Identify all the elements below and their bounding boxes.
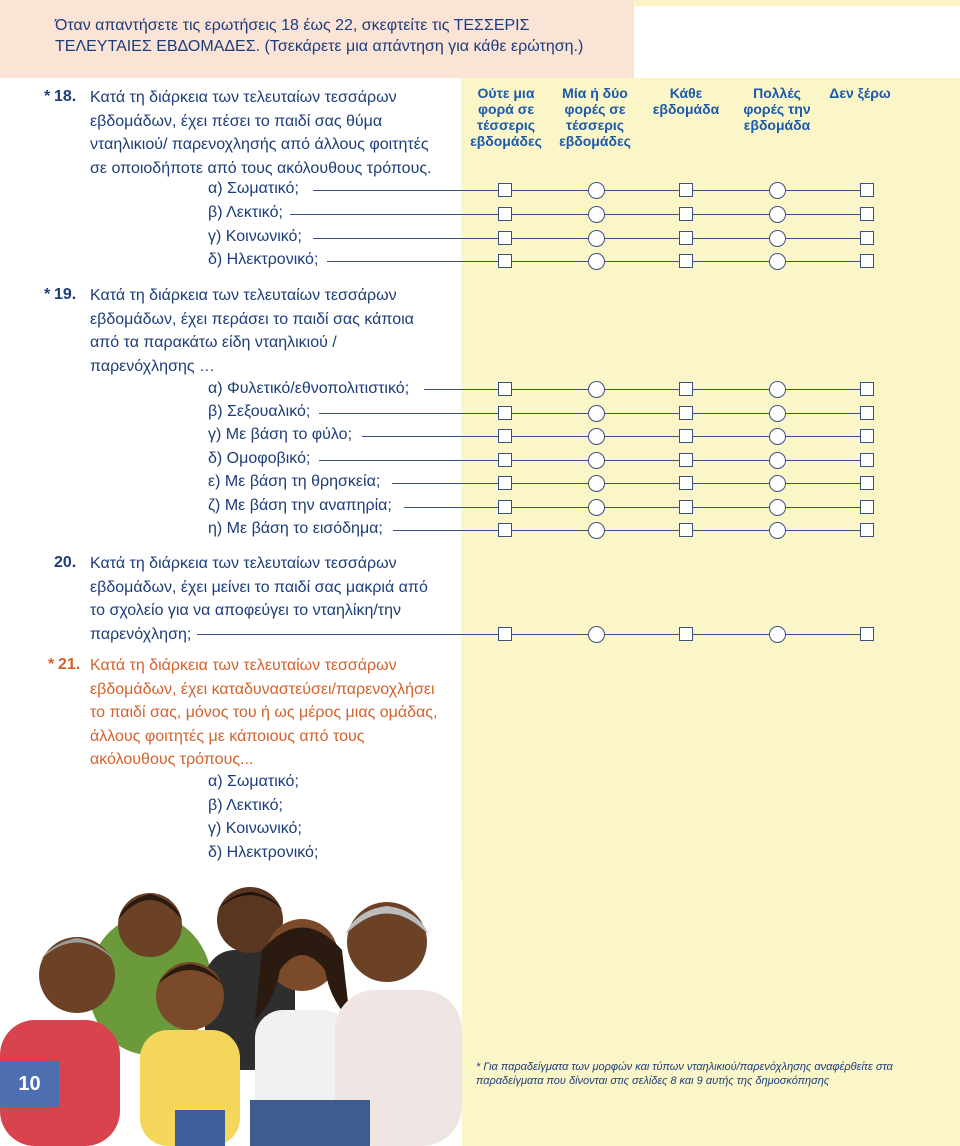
answer-checkbox-q18d-col1[interactable] (498, 254, 512, 268)
question-18-number: 18. (54, 88, 77, 105)
question-19-number: 19. (54, 286, 77, 303)
answer-checkbox-q19c-col5[interactable] (860, 429, 874, 443)
answer-radio-q19a-col2[interactable] (588, 381, 605, 398)
answer-radio-q18c-col4[interactable] (769, 230, 786, 247)
answer-checkbox-q19b-col1[interactable] (498, 406, 512, 420)
q18-item-label: δ) Ηλεκτρονικό; (208, 251, 319, 268)
column-header-several-times: Πολλές φορές την εβδομάδα (743, 85, 811, 133)
column-header-never: Ούτε μια φορά σε τέσσερις εβδομάδες (470, 85, 542, 149)
instructions (55, 15, 615, 57)
q18-item-label: α) Σωματικό; (208, 180, 299, 197)
question-18-line: νταηλικιού/ παρενοχλησής από άλλους φοιτητές (90, 136, 429, 154)
question-20-line: εβδομάδων, έχει μείνει το παιδί σας μακριά από (90, 578, 428, 596)
question-19-line: εβδομάδων, έχει περάσει το παιδί σας κάποια (90, 310, 414, 328)
answer-checkbox-q20-col5[interactable] (860, 627, 874, 641)
q21-item-label: δ) Ηλεκτρονικό; (208, 844, 319, 861)
answer-checkbox-q19b-col5[interactable] (860, 406, 874, 420)
footnote (476, 1060, 916, 1088)
question-18-line: εβδομάδων, έχει πέσει το παιδί σας θύμα (90, 112, 383, 130)
q21-item-label: β) Λεκτικό; (208, 797, 283, 814)
answer-checkbox-q19g-col5[interactable] (860, 523, 874, 537)
question-20-line: Κατά τη διάρκεια των τελευταίων τεσσάρων (90, 555, 397, 572)
answer-leader-line (197, 634, 867, 635)
answer-checkbox-q18d-col5[interactable] (860, 254, 874, 268)
answer-leader-line (424, 389, 867, 390)
answer-checkbox-q19d-col3[interactable] (679, 453, 693, 467)
answer-radio-q19b-col4[interactable] (769, 405, 786, 422)
answer-leader-line (362, 436, 867, 437)
answer-checkbox-q19b-col3[interactable] (679, 406, 693, 420)
family-photo (0, 880, 462, 1146)
answer-radio-q20-col4[interactable] (769, 626, 786, 643)
answer-radio-q18b-col2[interactable] (588, 206, 605, 223)
answer-checkbox-q18c-col5[interactable] (860, 231, 874, 245)
answer-checkbox-q19c-col3[interactable] (679, 429, 693, 443)
answer-checkbox-q18a-col1[interactable] (498, 183, 512, 197)
answer-checkbox-q18c-col1[interactable] (498, 231, 512, 245)
question-21-line: Κατά τη διάρκεια των τελευταίων τεσσάρων (90, 657, 397, 674)
q19-item-label: ε) Με βάση τη θρησκεία; (208, 473, 381, 490)
answer-checkbox-q19e-col3[interactable] (679, 476, 693, 490)
question-18-text (90, 86, 460, 180)
answer-leader-line (392, 483, 867, 484)
answer-leader-line (393, 530, 867, 531)
answer-checkbox-q18c-col3[interactable] (679, 231, 693, 245)
answer-radio-q18c-col2[interactable] (588, 230, 605, 247)
answer-checkbox-q19f-col5[interactable] (860, 500, 874, 514)
column-header-every-week: Κάθε εβδομάδα (652, 85, 720, 117)
question-19-line: από τα παρακάτω είδη νταηλικιού / (90, 334, 337, 352)
question-21-number: 21. (58, 656, 81, 673)
question-21-line: εβδομάδων, έχει καταδυναστεύσει/παρενοχλήσει (90, 680, 435, 698)
question-19-line: παρενόχλησης … (90, 357, 215, 375)
answer-checkbox-q20-col3[interactable] (679, 627, 693, 641)
answer-checkbox-q19e-col1[interactable] (498, 476, 512, 490)
q19-item-label: β) Σεξουαλικό; (208, 403, 311, 420)
answer-checkbox-q19f-col3[interactable] (679, 500, 693, 514)
question-20-line: παρενόχληση; (90, 625, 192, 643)
answer-radio-q19f-col2[interactable] (588, 499, 605, 516)
column-header-once-or-twice: Μία ή δύο φορές σε τέσσερις εβδομάδες (559, 85, 631, 149)
header-strip (634, 0, 960, 6)
answer-checkbox-q19d-col1[interactable] (498, 453, 512, 467)
answer-radio-q18a-col2[interactable] (588, 182, 605, 199)
answer-checkbox-q19c-col1[interactable] (498, 429, 512, 443)
q19-item-label: η) Με βάση το εισόδημα; (208, 520, 383, 537)
answer-radio-q19f-col4[interactable] (769, 499, 786, 516)
footnote-line-2: παραδείγματα που δίνονται στις σελίδες 8 και 9 αυτής της δημοσκόπησης (476, 1075, 830, 1087)
question-18-star: * (44, 88, 51, 105)
answer-checkbox-q19d-col5[interactable] (860, 453, 874, 467)
answer-radio-q19d-col2[interactable] (588, 452, 605, 469)
question-20-text (90, 552, 460, 646)
answer-radio-q18d-col4[interactable] (769, 253, 786, 270)
question-18-line: σε οποιοδήποτε από τους ακόλουθους τρόπους. (90, 159, 432, 177)
question-18-line: Κατά τη διάρκεια των τελευταίων τεσσάρων (90, 89, 397, 106)
question-21-line: ακόλουθους τρόπους... (90, 751, 254, 769)
answer-radio-q19d-col4[interactable] (769, 452, 786, 469)
answer-radio-q19e-col4[interactable] (769, 475, 786, 492)
q18-item-label: β) Λεκτικό; (208, 204, 283, 221)
answer-radio-q20-col2[interactable] (588, 626, 605, 643)
answer-leader-line (404, 507, 867, 508)
answer-checkbox-q19g-col3[interactable] (679, 523, 693, 537)
q19-item-label: γ) Με βάση το φύλο; (208, 426, 353, 443)
footnote-line-1: * Για παραδείγματα των μορφών και τύπων νταηλικιού/παρενόχλησης αναφέρθείτε στα (476, 1061, 893, 1073)
question-20-line: το σχολείο για να αποφεύγει το νταηλίκη/την (90, 602, 401, 620)
answer-checkbox-q19f-col1[interactable] (498, 500, 512, 514)
q18-item-label: γ) Κοινωνικό; (208, 228, 302, 245)
answer-checkbox-q19e-col5[interactable] (860, 476, 874, 490)
question-19-text (90, 284, 460, 378)
instructions-line-1: Όταν απαντήσετε τις ερωτήσεις 18 έως 22, σκεφτείτε τις ΤΕΣΣΕΡΙΣ (55, 17, 530, 34)
answer-radio-q19c-col4[interactable] (769, 428, 786, 445)
answer-radio-q19a-col4[interactable] (769, 381, 786, 398)
answer-checkbox-q18d-col3[interactable] (679, 254, 693, 268)
question-21-text (90, 654, 462, 772)
q21-item-label: γ) Κοινωνικό; (208, 820, 302, 837)
q19-item-label: α) Φυλετικό/εθνοπολιτιστικό; (208, 380, 410, 397)
answer-radio-q18d-col2[interactable] (588, 253, 605, 270)
instructions-line-2: ΤΕΛΕΥΤΑΙΕΣ ΕΒΔΟΜΑΔΕΣ. (Τσεκάρετε μια απάντηση για κάθε ερώτηση.) (55, 38, 584, 55)
answer-radio-q18b-col4[interactable] (769, 206, 786, 223)
answer-checkbox-q19a-col5[interactable] (860, 382, 874, 396)
q21-item-label: α) Σωματικό; (208, 773, 299, 790)
question-21-star: * (48, 656, 55, 673)
answer-checkbox-q19a-col3[interactable] (679, 382, 693, 396)
answer-checkbox-q18a-col5[interactable] (860, 183, 874, 197)
answer-radio-q18a-col4[interactable] (769, 182, 786, 199)
answer-checkbox-q18b-col1[interactable] (498, 207, 512, 221)
answer-checkbox-q19a-col1[interactable] (498, 382, 512, 396)
answer-checkbox-q18a-col3[interactable] (679, 183, 693, 197)
q19-item-label: δ) Ομοφοβικό; (208, 450, 311, 467)
page-number: 10 (0, 1061, 59, 1107)
answer-radio-q19g-col2[interactable] (588, 522, 605, 539)
q19-item-label: ζ) Με βάση την αναπηρία; (208, 497, 392, 514)
answer-radio-q19b-col2[interactable] (588, 405, 605, 422)
column-header-dont-know: Δεν ξέρω (829, 85, 891, 101)
question-20-number: 20. (54, 554, 77, 571)
question-19-line: Κατά τη διάρκεια των τελευταίων τεσσάρων (90, 287, 397, 304)
answer-radio-q19c-col2[interactable] (588, 428, 605, 445)
answer-checkbox-q18b-col5[interactable] (860, 207, 874, 221)
question-21-line: το παιδί σας, μόνος του ή ως μέρος μιας ομάδας, (90, 704, 438, 722)
answer-radio-q19g-col4[interactable] (769, 522, 786, 539)
question-21-line: άλλους φοιτητές με κάποιους από τους (90, 727, 365, 745)
answer-checkbox-q20-col1[interactable] (498, 627, 512, 641)
answer-checkbox-q18b-col3[interactable] (679, 207, 693, 221)
answer-radio-q19e-col2[interactable] (588, 475, 605, 492)
question-19-star: * (44, 286, 51, 303)
answer-checkbox-q19g-col1[interactable] (498, 523, 512, 537)
